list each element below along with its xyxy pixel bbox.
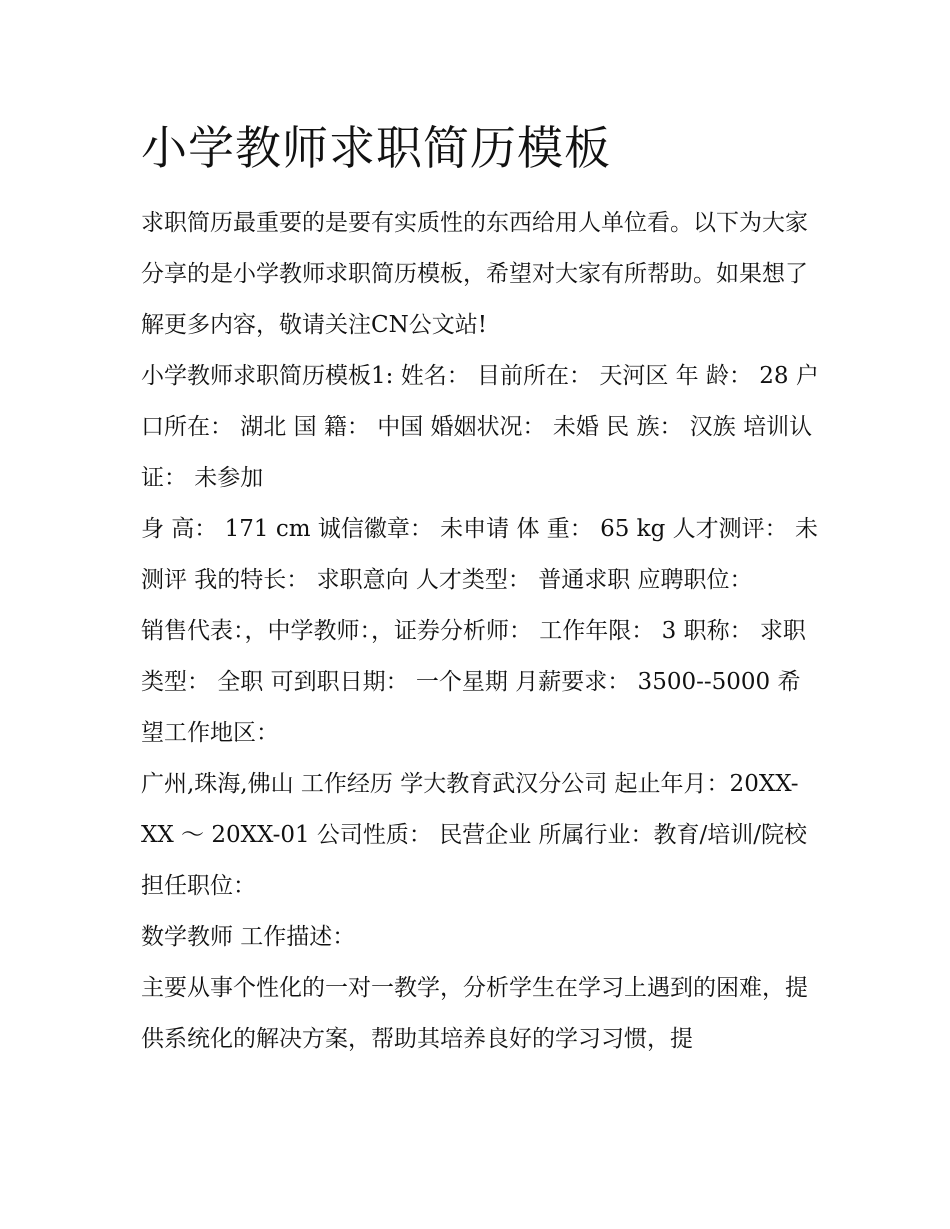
position-paragraph: 数学教师 工作描述： (141, 924, 356, 950)
personal-info-paragraph: 小学教师求职简历模板1: 姓名： 目前所在： 天河区 年 龄： 28 户口所在： 湖北 国 籍： 中国 婚姻状况： 未婚 民 族： 汉族 培训认证： 未参加 (141, 363, 819, 491)
page-title: 小学教师求职简历模板 (141, 121, 611, 175)
job-intent-paragraph: 销售代表：，中学教师：，证券分析师： 工作年限： 3 职称： 求职类型： 全职 可到职日期： 一个星期 月薪要求： 3500--5000 希望工作地区： (141, 618, 806, 746)
physical-info-paragraph: 身 高： 171 cm 诚信徽章： 未申请 体 重： 65 kg 人才测评： 未测评 我的特长： 求职意向 人才类型： 普通求职 应聘职位： (141, 516, 818, 593)
work-experience-paragraph: 广州,珠海,佛山 工作经历 学大教育武汉分公司 起止年月：20XX-XX ～ 20XX-01 公司性质： 民营企业 所属行业：教育/培训/院校 担任职位： (141, 771, 808, 899)
document-page (141, 112, 821, 1065)
job-description-paragraph: 主要从事个性化的一对一教学，分析学生在学习上遇到的困难，提供系统化的解决方案，帮助其培养良好的学习习惯，提 (141, 975, 808, 1052)
intro-paragraph: 求职简历最重要的是要有实质性的东西给用人单位看。以下为大家分享的是小学教师求职简历模板，希望对大家有所帮助。如果想了解更多内容，敬请关注CN公文站! (141, 210, 808, 338)
